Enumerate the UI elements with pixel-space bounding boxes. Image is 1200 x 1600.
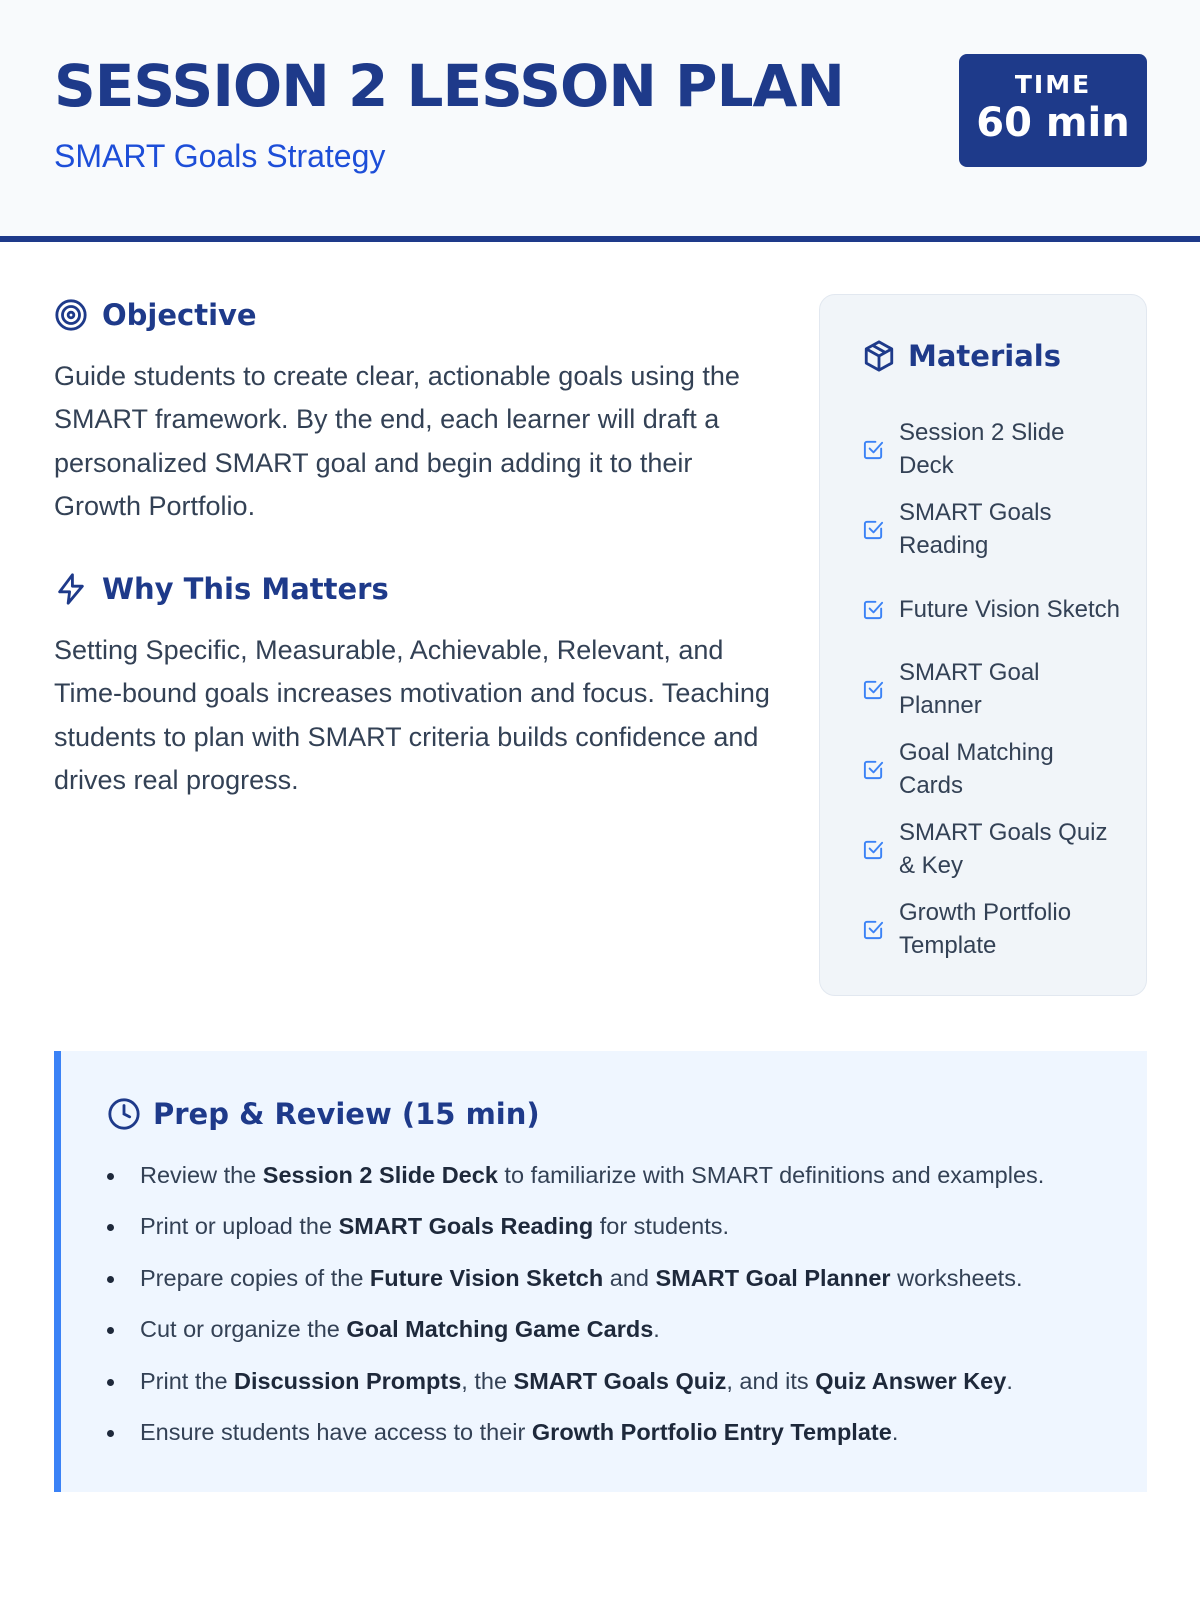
- prep-item-emphasis: SMART Goals Reading: [338, 1213, 594, 1240]
- prep-item-emphasis: Growth Portfolio Entry Template: [531, 1418, 892, 1445]
- materials-item: [862, 569, 1122, 649]
- why-text: Setting Specific, Measurable, Achievable, Relevant, and Time-bound goals increases motivation and focus. Teaching students to plan with SMART criteria builds confidence and drives real progress.: [54, 635, 770, 796]
- prep-item: [107, 1415, 1127, 1466]
- page-subtitle: SMART Goals Strategy: [54, 138, 386, 174]
- materials-item-label: Future Vision Sketch: [899, 595, 1121, 623]
- prep-item: [107, 1158, 1127, 1209]
- prep-item-text: worksheets.: [890, 1264, 1023, 1291]
- prep-item-text: for students.: [593, 1213, 730, 1240]
- prep-item-emphasis: Session 2 Slide Deck: [262, 1162, 498, 1188]
- materials-item: [862, 809, 1122, 889]
- prep-item-text: and: [603, 1264, 656, 1291]
- materials-item-label: Session 2 Slide Deck: [899, 419, 1065, 479]
- checkbox-icon: [862, 598, 885, 621]
- prep-panel: [54, 1051, 1147, 1492]
- prep-item-text: Ensure students have access to their: [140, 1418, 532, 1445]
- prep-item-text: Print the: [140, 1367, 235, 1394]
- prep-item-emphasis: Quiz Answer Key: [815, 1367, 1007, 1394]
- checkbox-icon: [862, 758, 885, 781]
- time-badge: [959, 54, 1147, 167]
- time-label: TIME: [1014, 70, 1092, 99]
- checkbox-icon: [862, 438, 885, 461]
- prep-item-text: .: [1006, 1367, 1013, 1394]
- materials-item-label: SMART Goals Reading: [899, 499, 1052, 559]
- materials-item-label: SMART Goals Quiz & Key: [899, 819, 1108, 879]
- materials-item: [862, 729, 1122, 809]
- materials-item: [862, 889, 1122, 969]
- prep-item-text: Cut or organize the: [140, 1316, 347, 1343]
- materials-item-label: SMART Goal Planner: [899, 659, 1040, 719]
- clock-icon: [107, 1097, 141, 1131]
- materials-item: [862, 649, 1122, 729]
- time-value: 60 min: [976, 100, 1130, 146]
- prep-item: [107, 1209, 1127, 1260]
- prep-item-text: Print or upload the: [140, 1213, 339, 1240]
- page-title: SESSION 2 LESSON PLAN: [54, 52, 844, 120]
- prep-item-emphasis: Goal Matching Game Cards: [346, 1316, 654, 1343]
- prep-item-text: .: [653, 1316, 660, 1343]
- materials-panel: [819, 294, 1147, 996]
- page-header: [0, 0, 1200, 242]
- prep-item-emphasis: Discussion Prompts: [234, 1367, 462, 1394]
- materials-item: [862, 489, 1122, 569]
- prep-item-text: to familiarize with SMART definitions and examples.: [497, 1162, 1045, 1188]
- prep-heading: [107, 1097, 540, 1131]
- checkbox-icon: [862, 678, 885, 701]
- lightning-icon: [54, 572, 88, 606]
- prep-item: [107, 1312, 1127, 1363]
- objective-heading-label: Objective: [102, 298, 257, 332]
- why-heading-label: Why This Matters: [102, 572, 389, 606]
- prep-item-text: Review the: [140, 1162, 263, 1188]
- target-icon: [54, 298, 88, 332]
- prep-item: [107, 1261, 1127, 1312]
- prep-item-emphasis: Future Vision Sketch: [369, 1264, 604, 1291]
- prep-list: [107, 1158, 1127, 1466]
- materials-heading: [862, 339, 1061, 373]
- prep-item-emphasis: SMART Goals Quiz: [513, 1367, 727, 1394]
- prep-item-text: Prepare copies of the: [140, 1264, 370, 1291]
- checkbox-icon: [862, 838, 885, 861]
- checkbox-icon: [862, 918, 885, 941]
- objective-text: Guide students to create clear, actionable goals using the SMART framework. By the end, each learner will draft a personalized SMART goal and begin adding it to their Growth Portfolio.: [54, 361, 740, 522]
- materials-list: [862, 409, 1122, 969]
- materials-heading-label: Materials: [908, 339, 1061, 373]
- prep-item-emphasis: SMART Goal Planner: [655, 1264, 891, 1291]
- objective-heading: [54, 298, 257, 332]
- materials-item: [862, 409, 1122, 489]
- prep-item: [107, 1364, 1127, 1415]
- checkbox-icon: [862, 518, 885, 541]
- materials-item-label: Growth Portfolio Template: [899, 899, 1072, 959]
- prep-item-text: .: [891, 1418, 899, 1445]
- materials-item-label: Goal Matching Cards: [899, 739, 1054, 799]
- why-heading: [54, 572, 389, 606]
- prep-item-text: , and its: [726, 1367, 816, 1394]
- prep-item-text: , the: [461, 1367, 514, 1394]
- package-icon: [862, 339, 896, 373]
- prep-heading-label: Prep & Review (15 min): [153, 1097, 540, 1131]
